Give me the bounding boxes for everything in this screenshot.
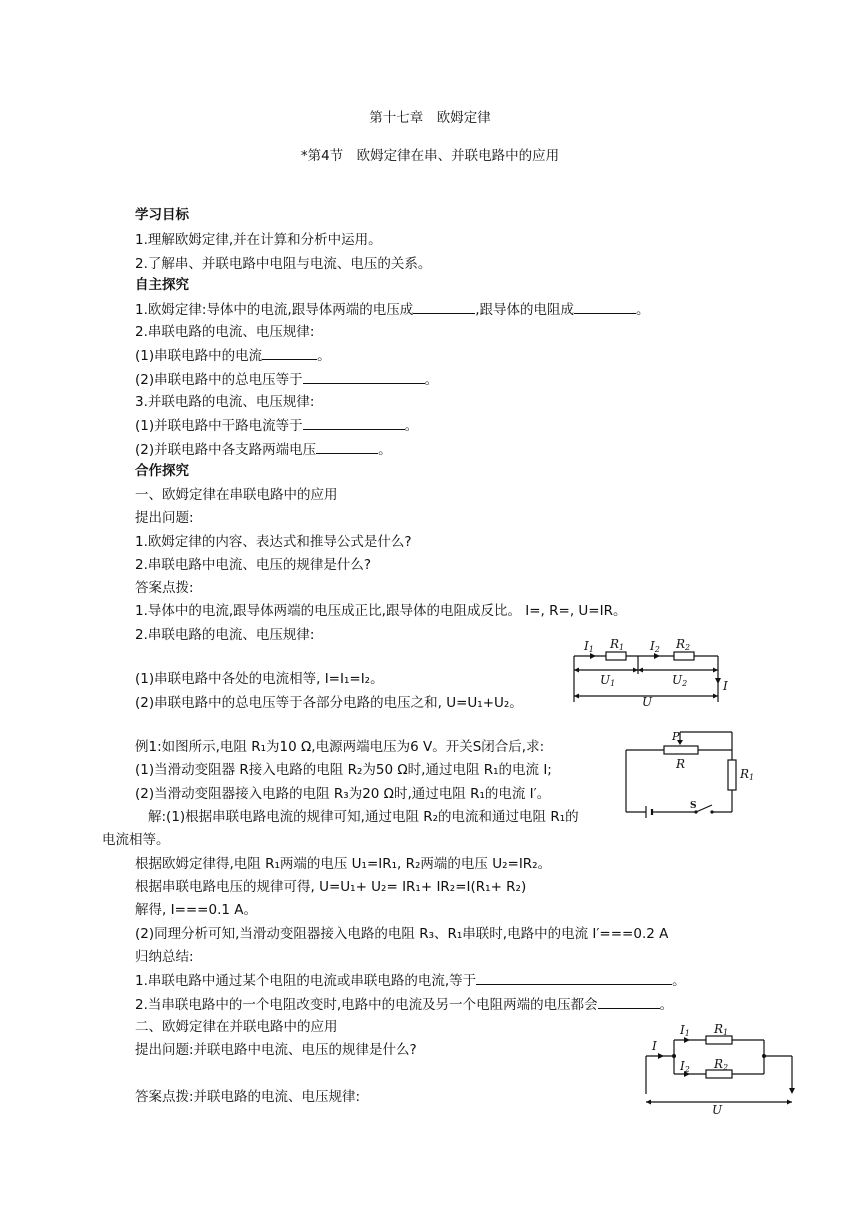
answer: 1.导体中的电流,跟导体两端的电压成正比,跟导体的电阻成反比。 I=, R=, U=IR。 — [135, 603, 627, 619]
text: (1)并联电路中干路电流等于 — [135, 418, 303, 434]
fill-blank[interactable] — [262, 346, 317, 360]
question: 2.串联电路中电流、电压的规律是什么? — [135, 557, 372, 573]
self-study-line — [135, 300, 650, 319]
label-I1: I1 — [584, 639, 594, 654]
question-label: 提出问题: — [135, 510, 194, 526]
label-R1: R1 — [610, 637, 625, 652]
question: 提出问题:并联电路中电流、电压的规律是什么? — [135, 1042, 417, 1058]
label-I1: I1 — [680, 1023, 690, 1038]
label-U1: U1 — [600, 673, 616, 688]
summary-line — [135, 971, 686, 990]
self-study-line: 3.并联电路的电流、电压规律: — [135, 394, 315, 410]
example-circuit-diagram — [622, 726, 762, 820]
solution-line: 电流相等。 — [102, 832, 170, 848]
label-R1: R1 — [740, 767, 755, 782]
text: (2)串联电路中的总电压等于 — [135, 372, 303, 388]
text: 。 — [636, 302, 650, 318]
label-R: R — [676, 757, 686, 771]
solution-line: (2)同理分析可知,当滑动变阻器接入电路的电阻 R₃、R₁串联时,电路中的电流 I′===0.2 A — [135, 926, 669, 942]
fill-blank[interactable] — [303, 370, 425, 384]
answer: 2.串联电路的电流、电压规律: — [135, 627, 315, 643]
solution-line: 根据串联电路电压的规律可得, U=U₁+ U₂= IR₁+ IR₂=I(R₁+ R₂) — [135, 879, 527, 895]
text: 。 — [424, 372, 439, 388]
answer: 答案点拨:并联电路的电流、电压规律: — [135, 1089, 361, 1105]
chapter-title: 第十七章 欧姆定律 — [369, 110, 491, 126]
self-study-line — [135, 440, 392, 459]
fill-blank[interactable] — [413, 300, 475, 314]
summary-label: 归纳总结: — [135, 949, 194, 965]
example-1-part: (1)当滑动变阻器 R接入电路的电阻 R₂为50 Ω时,通过电阻 R₁的电流 I; — [135, 762, 552, 778]
series-circuit-diagram — [566, 636, 736, 708]
label-R2: R2 — [714, 1057, 729, 1072]
text: ,跟导体的电阻成 — [475, 302, 575, 318]
label-U2: U2 — [672, 673, 688, 688]
question: 1.欧姆定律的内容、表达式和推导公式是什么? — [135, 534, 412, 550]
text: 。 — [659, 997, 674, 1013]
label-I2: I2 — [680, 1059, 690, 1074]
fill-blank[interactable] — [303, 416, 405, 430]
label-R2: R2 — [676, 637, 691, 652]
part2-title: 二、欧姆定律在并联电路中的应用 — [135, 1019, 338, 1035]
solution-line: 解:(1)根据串联电路电流的规律可知,通过电阻 R₂的电流和通过电阻 R₁的 — [148, 809, 579, 825]
fill-blank[interactable] — [316, 440, 378, 454]
label-S: S — [690, 801, 697, 811]
self-study-heading: 自主探究 — [135, 277, 189, 293]
goals-heading: 学习目标 — [135, 207, 189, 223]
answer: (2)串联电路中的总电压等于各部分电路的电压之和, U=U₁+U₂。 — [135, 695, 523, 711]
section-title: *第4节 欧姆定律在串、并联电路中的应用 — [300, 148, 560, 164]
text: 。 — [317, 348, 331, 364]
text: 1.欧姆定律:导体中的电流,跟导体两端的电压成 — [135, 302, 414, 318]
text: 。 — [404, 418, 419, 434]
label-I: I — [723, 679, 728, 693]
parallel-circuit-diagram — [640, 1022, 810, 1116]
self-study-line: 2.串联电路的电流、电压规律: — [135, 324, 315, 340]
label-U: U — [712, 1103, 723, 1116]
goal-item: 2.了解串、并联电路中电阻与电流、电压的关系。 — [135, 256, 432, 272]
part1-title: 一、欧姆定律在串联电路中的应用 — [135, 487, 338, 503]
label-I2: I2 — [650, 639, 660, 654]
goal-item: 1.理解欧姆定律,并在计算和分析中运用。 — [135, 232, 382, 248]
solution-line: 根据欧姆定律得,电阻 R₁两端的电压 U₁=IR₁, R₂两端的电压 U₂=IR₂。 — [135, 856, 552, 872]
answer: (1)串联电路中各处的电流相等, I=I₁=I₂。 — [135, 671, 384, 687]
solution-line: 解得, I===0.1 A。 — [135, 902, 257, 918]
example-1: 例1:如图所示,电阻 R₁为10 Ω,电源两端电压为6 V。开关S闭合后,求: — [135, 739, 545, 755]
text: 2.当串联电路中的一个电阻改变时,电路中的电流及另一个电阻两端的电压都会 — [135, 997, 598, 1013]
text: (1)串联电路中的电流 — [135, 348, 263, 364]
self-study-line — [135, 346, 331, 365]
text: 。 — [672, 973, 686, 989]
text: (2)并联电路中各支路两端电压 — [135, 442, 317, 458]
label-I: I — [652, 1039, 657, 1053]
summary-line — [135, 995, 673, 1014]
self-study-line — [135, 416, 418, 435]
self-study-line — [135, 370, 438, 389]
fill-blank[interactable] — [574, 300, 636, 314]
example-1-part: (2)当滑动变阻器接入电路的电阻 R₃为20 Ω时,通过电阻 R₁的电流 I′。 — [135, 786, 551, 802]
answer-label: 答案点拨: — [135, 580, 194, 596]
text: 。 — [378, 442, 392, 458]
label-U: U — [642, 695, 653, 708]
label-R1: R1 — [714, 1022, 729, 1037]
text: 1.串联电路中通过某个电阻的电流或串联电路的电流,等于 — [135, 973, 477, 989]
fill-blank[interactable] — [476, 971, 672, 985]
coop-heading: 合作探究 — [135, 463, 189, 479]
fill-blank[interactable] — [598, 995, 660, 1009]
label-P: P — [672, 730, 680, 743]
